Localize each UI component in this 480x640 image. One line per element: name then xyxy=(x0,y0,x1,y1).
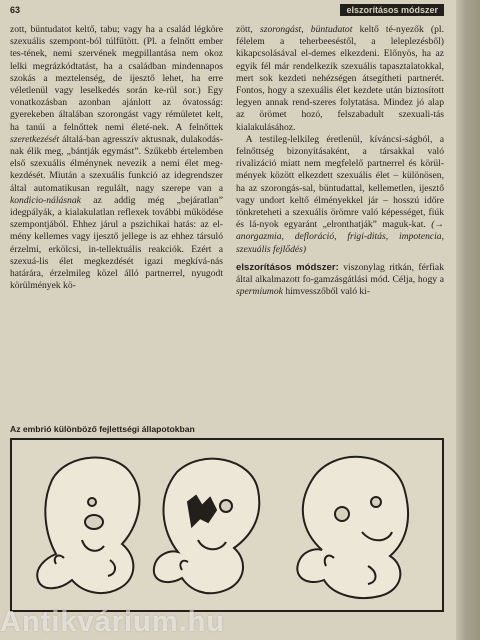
cross-reference: (→ anorgazmia, defloráció, frigi-ditás, impotencia, szexuális fejlődés) xyxy=(236,219,444,255)
figure-title: Az embrió különböző fejlettségi állapotokban xyxy=(10,424,195,434)
text-run: általá-ban agresszív aktusnak, dulakodás-nak élik meg, „bántják egymást”. Szűkebb értelemben első szexuális élménynek nevezik a nemi élet meg-kezdését. Miután a szexuális funkció az idegrendszer által automatikusan regulált, nagy szerepe van a xyxy=(10,133,223,194)
entry-heading: elszorításos módszer: xyxy=(236,261,339,273)
left-column xyxy=(10,24,223,292)
italic-term: spermiumok xyxy=(236,286,283,298)
watermark: Antikvárium.hu xyxy=(0,606,226,638)
text-run: himvesszőből való ki- xyxy=(285,286,371,298)
left-column-text xyxy=(10,24,223,292)
page-edge xyxy=(456,0,480,640)
text-run: zött, xyxy=(236,24,253,35)
italic-term: kondicio-nálásnak xyxy=(10,194,81,206)
text-run: viszonylag ritkán, férfiak által alkalmazott fo-gamzásgátlási mód. Célja, hogy a xyxy=(236,261,444,286)
entry-elszoritasos xyxy=(236,262,444,299)
italic-term: szeretkezését xyxy=(10,133,60,145)
embryo-figure xyxy=(10,438,444,612)
embryo-illustration xyxy=(12,440,442,610)
embryo-stage-1 xyxy=(37,458,139,594)
embryo-stage-2 xyxy=(154,459,259,594)
text-run: keltő té-nyezők (pl. félelem a teherbeeséstől, a leleplezésből) kikapcsolásával el-demes elkezdeni. Előnyös, ha az egyik fél már rendelkezik szexuális tapasztalatokkal, mert sok kezdeti nehézségen átsegítheti partnerét. Fontos, hogy a szexuális élet kezdete után biztosított legyen annak rend-szeres folytatása. Mindez jó alap az örömet hozó, felszabadult szexuali-tás kialakulásához. xyxy=(236,24,444,133)
running-head: elszorításos módszer xyxy=(340,4,444,16)
right-column xyxy=(236,24,444,298)
paragraph-1 xyxy=(236,24,444,134)
text-run: A testileg-lelkileg éretlenül, kíváncsi-ságból, a felnőttség bizonyításaként, a társakkal való rivalizáció miatt nem megfelelő partnerrel és körül-mények között elkezdett szexuális élet – különösen, ha az szorongás-sal, büntudattal, kellemetlen, ijesztő vagy undort keltő élményekkel jár – hosszú időre tönkreteheti a szexuális örömre való képességet, fiúk és lá-nyok egyaránt „elronthatják” maguk-kat. xyxy=(236,133,444,231)
text-run: zott, büntudatot keltő, tabu; vagy ha a család légköre szexuális szempont-ból túlfűtött. (Pl. a felnőtt ember tes-tének, nemi szervének megpillantása nem okoz lelki megrázkódtatást, ha a családban mindennapos szokás a meztelenség, de ijesztő lehet, ha erre véletlenül vagy leselkedés során ke-rül sor.) Egy vonatkozásban azonban ajánlott az óvatosság: gyerekeben általában szorongást vagy rémületet kelt, ha tanúi a felnőttek nemi életé-nek. A felnőttek xyxy=(10,24,223,133)
paragraph-2 xyxy=(236,134,444,256)
text-run: az addig még „bejáratlan” idegpályák, a kialakulatlan reflexek további működése szempontjából. Ehhez járul a pszichikai hatás: az el-mény kellemes vagy ijesztő jellege is az ehhez társuló érzelmi, erkölcsi, in-tellektuális reakciók. Ezért a szexuá-lis élet megkezdését igazi megkívá-nás határára, érzelmileg közel álló partnerrel, nyugodt körülmények kö- xyxy=(10,194,223,292)
page-header xyxy=(10,4,444,18)
embryo-stage-3 xyxy=(297,457,408,598)
italic-term: szorongást, büntudatot xyxy=(259,24,353,35)
page-number: 63 xyxy=(10,5,21,15)
